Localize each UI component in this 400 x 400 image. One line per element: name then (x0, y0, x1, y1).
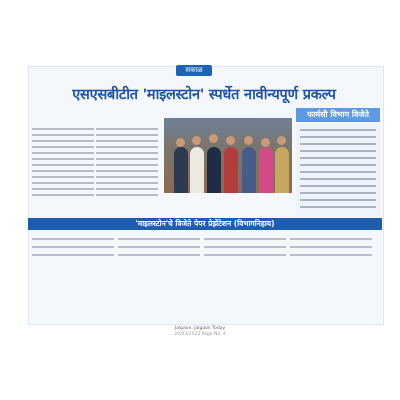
winners-banner: 'माइलस्टोन'चे विजेते पेपर प्रेझेंटेशन (विभागनिहाय) (28, 218, 382, 230)
winners-column-4 (290, 235, 372, 262)
page-footer-page: 20/03/2023 Page No. 4 (174, 332, 226, 337)
sidebar-list (296, 124, 380, 216)
event-photo (164, 118, 292, 193)
newspaper-logo: सकाळ (176, 65, 212, 76)
headline: एसएसबीटीत 'माइलस्टोन' स्पर्धेत नावीन्यपूर्ण प्रकल्प (72, 87, 336, 103)
sidebar-title: फार्मसी विभाग विजेते (296, 108, 380, 122)
article-column-1 (32, 128, 94, 200)
winners-column-1 (32, 235, 114, 262)
article-column-2 (96, 128, 158, 200)
winners-column-2 (118, 235, 200, 262)
winners-column-3 (204, 235, 286, 262)
page-footer-city: Jalgaon, Jalgaon Today (174, 326, 226, 331)
